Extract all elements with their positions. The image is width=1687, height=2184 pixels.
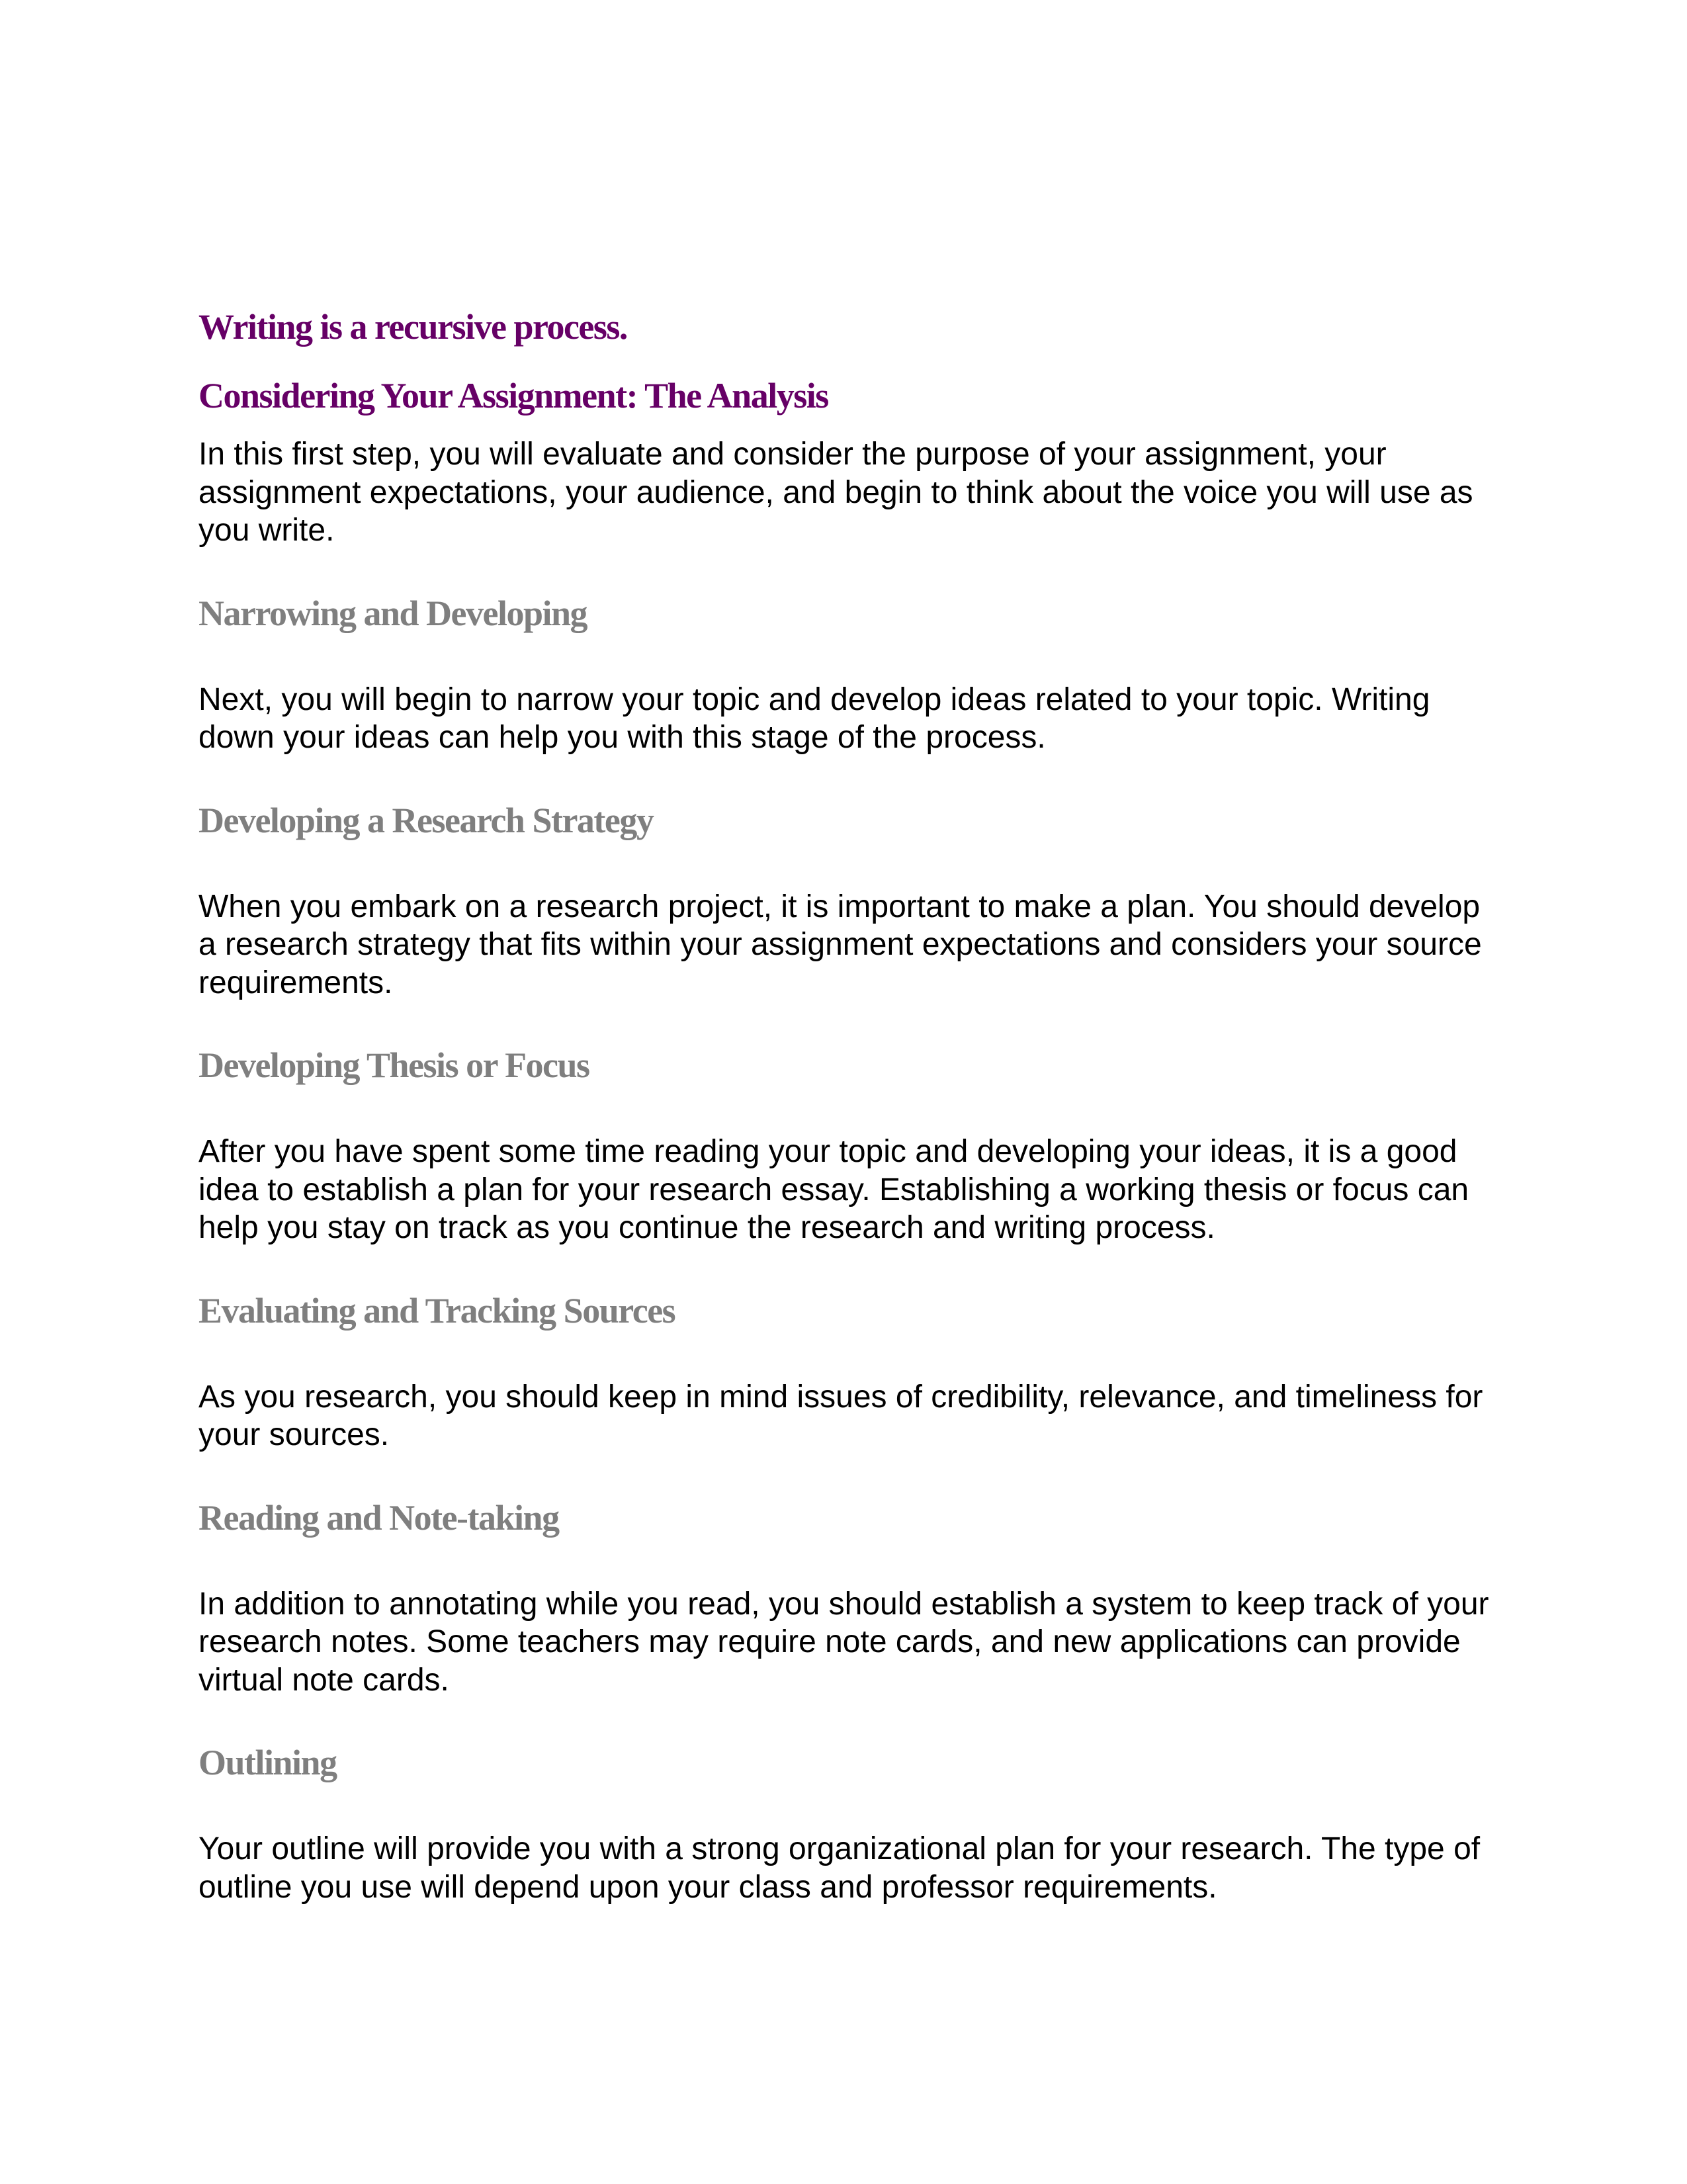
document-content [198,299,1495,1942]
section-paragraph: Your outline will provide you with a strong organizational plan for your research. The type of outline you use will depend upon your class and professor requirements. [198,1831,1481,1905]
document-subtitle: Considering Your Assignment: The Analysis [198,376,828,415]
section-heading: Developing Thesis or Focus [198,1045,589,1085]
section-heading: Outlining [198,1743,337,1782]
section-heading: Reading and Note-taking [198,1497,559,1538]
section-thesis-or-focus [198,1037,1495,1247]
section-reading-and-note-taking [198,1490,1495,1700]
document-title: Writing is a recursive process. [198,307,627,347]
section-outlining [198,1735,1495,1906]
intro-paragraph: In this first step, you will evaluate and consider the purpose of your assignment, your assignment expectations, your audience, and begin to think about the voice you will use as you write. [198,437,1473,548]
section-narrowing-and-developing [198,586,1495,757]
section-heading: Evaluating and Tracking Sources [198,1290,675,1331]
section-paragraph: As you research, you should keep in mind issues of credibility, relevance, and timeliness for your sources. [198,1379,1483,1452]
section-paragraph: When you embark on a research project, it is important to make a plan. You should develop a research strategy that fits within your assignment expectations and considers your source requirements. [198,889,1482,1000]
section-paragraph: After you have spent some time reading your topic and developing your ideas, it is a good idea to establish a plan for your research essay. Establishing a working thesis or focus can help you stay on track as you continue the research and writing process. [198,1134,1469,1245]
section-evaluating-sources [198,1283,1495,1454]
section-paragraph: In addition to annotating while you read, you should establish a system to keep track of your research notes. Some teachers may require note cards, and new applications can provide virtual note cards. [198,1586,1489,1698]
section-heading: Narrowing and Developing [198,593,587,633]
section-heading: Developing a Research Strategy [198,800,654,840]
section-research-strategy [198,793,1495,1002]
section-paragraph: Next, you will begin to narrow your topic and develop ideas related to your topic. Writing down your ideas can help you with this stage of the process. [198,681,1430,755]
